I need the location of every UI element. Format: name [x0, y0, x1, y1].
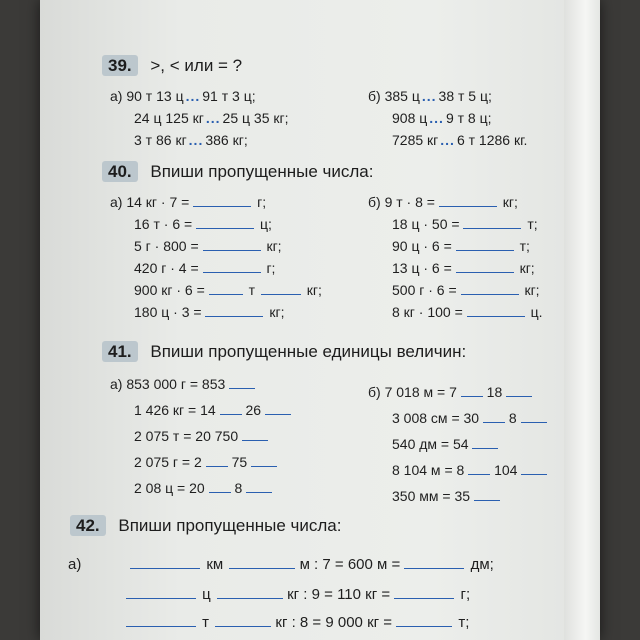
answer-blank[interactable]	[130, 567, 200, 569]
ex39-a-row-3	[134, 132, 248, 148]
exercise-40-title: Впиши пропущенные числа:	[150, 162, 374, 181]
ex41-a-label: а)	[110, 376, 123, 392]
ex40-b-label: б)	[368, 194, 381, 210]
comparison-dots: ...	[185, 88, 201, 104]
answer-blank[interactable]	[467, 315, 525, 317]
ex39-a3-right: 386 кг;	[205, 132, 248, 148]
ex40-a3-expr: 5 г · 800 =	[134, 238, 199, 254]
comparison-dots: ...	[440, 132, 455, 148]
ex42-a-row-2	[126, 586, 472, 603]
ex42-a-row-1	[68, 556, 496, 573]
ex40-a5-expr: 900 кг · 6 =	[134, 282, 205, 298]
ex42-r1-u2: м : 7 = 600 м =	[299, 556, 401, 573]
ex40-a-label: а)	[110, 194, 123, 210]
ex42-r2-u3: г;	[460, 586, 471, 603]
ex40-b5-expr: 500 г · 6 =	[392, 282, 457, 298]
ex41-b1-left: 7 018 м = 7	[384, 384, 457, 400]
answer-blank[interactable]	[196, 227, 254, 229]
ex39-b2-left: 908 ц	[392, 110, 428, 126]
exercise-42-number: 42.	[70, 515, 106, 536]
answer-blank[interactable]	[205, 315, 263, 317]
ex41-b4-left: 8 104 м = 8	[392, 462, 465, 478]
ex41-a-row-5	[134, 480, 272, 496]
answer-blank[interactable]	[265, 413, 291, 415]
ex40-a4-unit: г;	[266, 260, 276, 276]
answer-blank[interactable]	[126, 597, 196, 599]
ex40-b-row-4	[392, 260, 537, 276]
answer-blank[interactable]	[463, 227, 521, 229]
exercise-41-title: Впиши пропущенные единицы величин:	[150, 342, 467, 361]
answer-blank[interactable]	[472, 447, 498, 449]
ex42-r3-u3: т;	[458, 614, 470, 631]
ex42-r3-u2: кг : 8 = 9 000 кг =	[275, 614, 393, 631]
answer-blank[interactable]	[521, 421, 547, 423]
ex41-b-label: б)	[368, 384, 381, 400]
ex39-b-row-1	[368, 88, 492, 104]
ex42-r2-u1: ц	[202, 586, 211, 603]
ex41-a-row-3	[134, 428, 268, 444]
ex40-a-row-5	[134, 282, 324, 298]
ex39-a-row-1	[110, 88, 256, 104]
answer-blank[interactable]	[456, 271, 514, 273]
ex42-r3-u1: т	[202, 614, 210, 631]
ex40-a2-expr: 16 т · 6 =	[134, 216, 193, 232]
comparison-dots: ...	[205, 110, 221, 126]
answer-blank[interactable]	[229, 387, 255, 389]
ex41-b2-mid: 8	[508, 410, 517, 426]
ex40-b6-expr: 8 кг · 100 =	[392, 304, 463, 320]
ex40-a2-unit: ц;	[259, 216, 272, 232]
ex39-b1-right: 38 т 5 ц;	[438, 88, 492, 104]
answer-blank[interactable]	[461, 293, 519, 295]
ex41-a2-left: 1 426 кг = 14	[134, 402, 216, 418]
ex40-a-row-3	[134, 238, 284, 254]
answer-blank[interactable]	[209, 491, 231, 493]
ex41-a1-left: 853 000 г = 853	[126, 376, 226, 392]
answer-blank[interactable]	[209, 293, 243, 295]
ex40-b3-expr: 90 ц · 6 =	[392, 238, 452, 254]
ex40-a5-unit1: т	[248, 282, 255, 298]
exercise-39-number: 39.	[102, 55, 138, 76]
ex39-a-row-2	[134, 110, 288, 126]
ex39-b3-left: 7285 кг	[392, 132, 439, 148]
answer-blank[interactable]	[506, 395, 532, 397]
ex40-b-row-5	[392, 282, 542, 298]
answer-blank[interactable]	[193, 205, 251, 207]
ex41-a4-left: 2 075 г = 2	[134, 454, 202, 470]
ex41-b-row-5	[392, 488, 500, 504]
exercise-40-heading	[102, 162, 373, 182]
comparison-dots: ...	[429, 110, 444, 126]
ex41-a5-left: 2 08 ц = 20	[134, 480, 205, 496]
ex40-a-row-2	[134, 216, 274, 232]
ex40-a-row-6	[134, 304, 286, 320]
ex39-b-row-2	[392, 110, 492, 126]
ex40-a-row-1	[110, 194, 268, 210]
answer-blank[interactable]	[461, 395, 483, 397]
ex39-a1-left: 90 т 13 ц	[126, 88, 184, 104]
answer-blank[interactable]	[439, 205, 497, 207]
exercise-42-title: Впиши пропущенные числа:	[118, 516, 342, 535]
ex41-a5-mid: 8	[234, 480, 243, 496]
ex41-b5-left: 350 мм = 35	[392, 488, 471, 504]
ex39-a-label: а)	[110, 88, 123, 104]
ex40-b1-expr: 9 т · 8 =	[384, 194, 435, 210]
ex42-r2-u2: кг : 9 = 110 кг =	[287, 586, 391, 603]
ex40-b-row-1	[368, 194, 520, 210]
ex41-a-row-2	[134, 402, 291, 418]
ex40-a1-expr: 14 кг · 7 =	[126, 194, 190, 210]
ex40-a6-expr: 180 ц · 3 =	[134, 304, 202, 320]
comparison-dots: ...	[188, 132, 204, 148]
ex40-b5-unit: кг;	[524, 282, 540, 298]
ex41-a2-mid: 26	[245, 402, 262, 418]
ex40-a5-unit: кг;	[306, 282, 322, 298]
ex41-b-row-4	[392, 462, 547, 478]
ex39-b-row-3	[392, 132, 527, 148]
ex42-a-row-3	[126, 614, 471, 631]
ex42-r1-u1: км	[206, 556, 224, 573]
answer-blank[interactable]	[203, 249, 261, 251]
answer-blank[interactable]	[220, 413, 242, 415]
ex40-b-row-2	[392, 216, 540, 232]
ex39-a2-right: 25 ц 35 кг;	[222, 110, 289, 126]
answer-blank[interactable]	[521, 473, 547, 475]
exercise-41-heading	[102, 342, 466, 362]
ex40-a4-expr: 420 г · 4 =	[134, 260, 199, 276]
ex39-b-label: б)	[368, 88, 381, 104]
ex40-b-row-3	[392, 238, 532, 254]
answer-blank[interactable]	[251, 465, 277, 467]
ex41-b-row-3	[392, 436, 498, 452]
ex40-b2-expr: 18 ц · 50 =	[392, 216, 460, 232]
ex40-a6-unit: кг;	[269, 304, 285, 320]
answer-blank[interactable]	[261, 293, 301, 295]
ex41-b4-mid: 104	[494, 462, 518, 478]
ex41-a3-left: 2 075 т = 20 750	[134, 428, 239, 444]
ex41-b1-mid: 18	[486, 384, 503, 400]
ex40-b-row-6	[392, 304, 544, 320]
ex41-b-row-1	[368, 384, 532, 400]
ex40-b4-unit: кг;	[519, 260, 535, 276]
exercise-40-number: 40.	[102, 161, 138, 182]
answer-blank[interactable]	[468, 473, 490, 475]
answer-blank[interactable]	[203, 271, 261, 273]
ex39-a2-left: 24 ц 125 кг	[134, 110, 204, 126]
answer-blank[interactable]	[246, 491, 272, 493]
answer-blank[interactable]	[456, 249, 514, 251]
exercise-39-heading	[102, 56, 242, 76]
ex39-b3-right: 6 т 1286 кг.	[456, 132, 528, 148]
ex40-a3-unit: кг;	[266, 238, 282, 254]
answer-blank[interactable]	[394, 597, 454, 599]
ex40-a-row-4	[134, 260, 277, 276]
answer-blank[interactable]	[206, 465, 228, 467]
exercise-39-title: >, < или = ?	[150, 56, 243, 75]
answer-blank[interactable]	[483, 421, 505, 423]
answer-blank[interactable]	[474, 499, 500, 501]
ex40-b4-expr: 13 ц · 6 =	[392, 260, 452, 276]
exercise-41-number: 41.	[102, 341, 138, 362]
answer-blank[interactable]	[404, 567, 464, 569]
ex42-r1-u3: дм;	[470, 556, 494, 573]
ex39-a1-right: 91 т 3 ц;	[202, 88, 256, 104]
ex41-a-row-4	[134, 454, 277, 470]
ex40-b3-unit: т;	[519, 238, 530, 254]
answer-blank[interactable]	[242, 439, 268, 441]
answer-blank[interactable]	[217, 597, 283, 599]
ex40-b2-unit: т;	[527, 216, 538, 232]
page-edge	[564, 0, 600, 640]
answer-blank[interactable]	[396, 625, 452, 627]
ex40-b1-unit: кг;	[502, 194, 518, 210]
workbook-page	[40, 0, 600, 640]
ex41-a-row-1	[110, 376, 255, 392]
ex41-b3-left: 540 дм = 54	[392, 436, 469, 452]
answer-blank[interactable]	[215, 625, 271, 627]
ex40-b6-unit: ц.	[530, 304, 543, 320]
ex40-a1-unit: г;	[257, 194, 267, 210]
answer-blank[interactable]	[229, 567, 295, 569]
exercise-42-heading	[70, 516, 341, 536]
ex42-a-label: а)	[68, 556, 82, 573]
ex39-b1-left: 385 ц	[384, 88, 420, 104]
ex39-a3-left: 3 т 86 кг	[134, 132, 187, 148]
comparison-dots: ...	[421, 88, 437, 104]
answer-blank[interactable]	[126, 625, 196, 627]
ex41-a4-mid: 75	[231, 454, 248, 470]
ex39-b2-right: 9 т 8 ц;	[445, 110, 492, 126]
ex41-b2-left: 3 008 см = 30	[392, 410, 480, 426]
ex41-b-row-2	[392, 410, 547, 426]
